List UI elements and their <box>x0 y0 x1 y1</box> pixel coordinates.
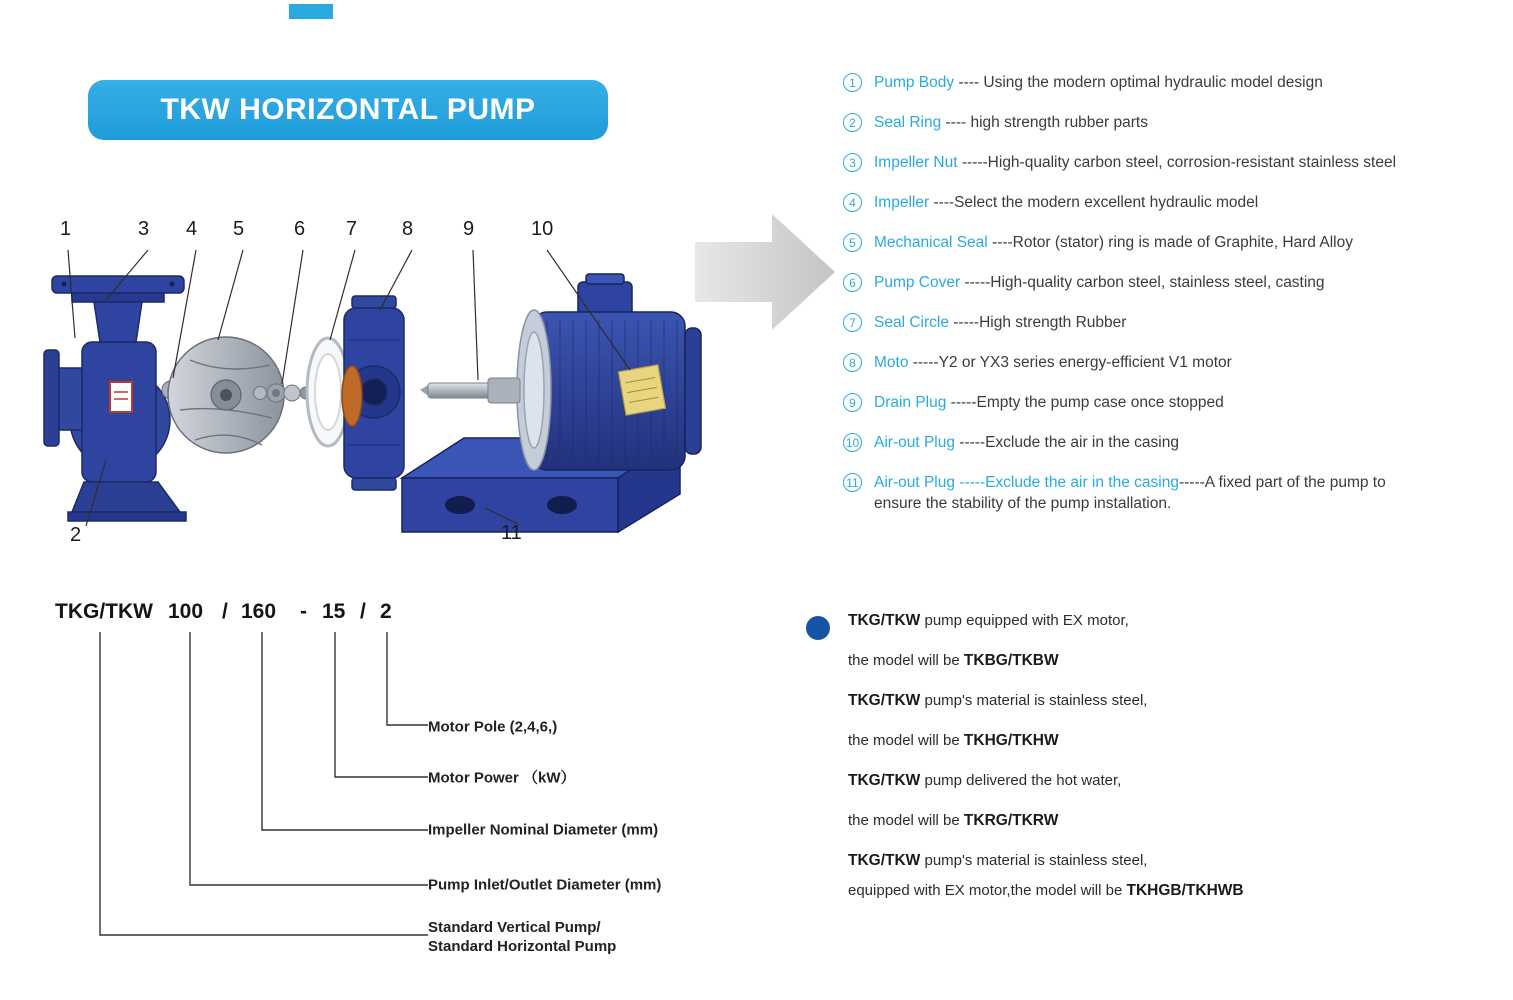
part-description: -----High strength Rubber <box>948 314 1127 331</box>
model-code-impeller: 160 <box>241 600 277 623</box>
motor-part <box>517 274 701 470</box>
part-name: Drain Plug <box>874 394 947 411</box>
label-motor-pole: Motor Pole (2,4,6,) <box>428 718 558 736</box>
part-description-line2: ensure the stability of the pump installation. <box>874 495 1172 512</box>
part-description: -----High-quality carbon steel, corrosion-resistant stainless steel <box>957 154 1397 171</box>
part-name: Pump Cover <box>874 274 961 291</box>
label-inlet-outlet: Pump Inlet/Outlet Diameter (mm) <box>428 876 662 894</box>
label-impeller-diameter: Impeller Nominal Diameter (mm) <box>428 821 659 839</box>
part-item-8 <box>843 352 1508 373</box>
part-item-6 <box>843 272 1508 293</box>
part-number-badge: 10 <box>843 433 862 452</box>
callout-number-5: 5 <box>233 218 245 240</box>
part-number-badge: 8 <box>843 353 862 372</box>
callout-number-10: 10 <box>531 218 554 240</box>
part-number-badge: 7 <box>843 313 862 332</box>
part-number-badge: 1 <box>843 73 862 92</box>
notes-bullet-icon <box>806 616 830 640</box>
callout-number-7: 7 <box>346 218 358 240</box>
part-number-badge: 5 <box>843 233 862 252</box>
part-item-10 <box>843 432 1508 453</box>
part-name: Seal Ring <box>874 114 942 131</box>
exploded-pump-diagram <box>30 200 790 580</box>
part-number-badge: 4 <box>843 193 862 212</box>
pump-body-part <box>44 276 186 521</box>
model-code-inlet: 100 <box>168 600 204 623</box>
note-line: the model will be TKHG/TKHW <box>848 732 1059 749</box>
part-name: Mechanical Seal <box>874 234 988 251</box>
part-description: -----Empty the pump case once stopped <box>946 394 1224 411</box>
part-number-badge: 11 <box>843 473 862 492</box>
part-number-badge: 2 <box>843 113 862 132</box>
part-description: ---- high strength rubber parts <box>941 114 1148 131</box>
model-variant-notes <box>848 612 1488 922</box>
model-code-slash2: / <box>360 600 366 623</box>
pump-cover-part <box>342 296 404 490</box>
part-name: Moto <box>874 354 909 371</box>
label-standard-pump: Standard Vertical Pump/ Standard Horizontal Pump <box>428 919 617 955</box>
page-title: TKW HORIZONTAL PUMP <box>160 93 536 126</box>
note-line: TKG/TKW pump's material is stainless steel, <box>848 852 1148 869</box>
part-description: ----Rotor (stator) ring is made of Graphite, Hard Alloy <box>987 234 1353 251</box>
part-name: Air-out Plug <box>874 474 955 491</box>
part-item-7 <box>843 312 1508 333</box>
model-code-dash: - <box>300 600 307 623</box>
part-item-9 <box>843 392 1508 413</box>
part-description: ---- Using the modern optimal hydraulic model design <box>954 74 1323 91</box>
shaft-part <box>420 378 520 403</box>
part-item-2 <box>843 112 1508 133</box>
note-line: the model will be TKRG/TKRW <box>848 812 1059 829</box>
callout-number-11: 11 <box>501 522 522 544</box>
part-name: Impeller <box>874 194 930 211</box>
model-code-pole: 2 <box>380 600 392 623</box>
callout-number-4: 4 <box>186 218 198 240</box>
model-code-connector-lines <box>50 632 440 952</box>
part-description: -----Exclude the air in the casing <box>954 434 1179 451</box>
mechanical-seal-parts <box>254 384 313 402</box>
part-description: ----Select the modern excellent hydraulic model <box>929 194 1259 211</box>
part-name: Impeller Nut <box>874 154 958 171</box>
model-code-family: TKG/TKW <box>55 600 153 623</box>
right-arrow-graphic <box>690 206 840 341</box>
model-code-power: 15 <box>322 600 346 623</box>
part-description: -----Y2 or YX3 series energy-efficient V1 motor <box>908 354 1232 371</box>
callout-number-3: 3 <box>138 218 150 240</box>
part-item-4 <box>843 192 1508 213</box>
label-motor-power: Motor Power （kW） <box>428 769 576 787</box>
part-item-1 <box>843 72 1508 93</box>
part-item-5 <box>843 232 1508 253</box>
part-name: Seal Circle <box>874 314 949 331</box>
part-item-11 <box>843 472 1508 514</box>
note-line: equipped with EX motor,the model will be TKHGB/TKHWB <box>848 882 1244 899</box>
callout-number-6: 6 <box>294 218 306 240</box>
callout-number-8: 8 <box>402 218 414 240</box>
note-line: the model will be TKBG/TKBW <box>848 652 1059 669</box>
callout-number-1: 1 <box>60 218 72 240</box>
note-line: TKG/TKW pump equipped with EX motor, <box>848 612 1129 629</box>
part-number-badge: 6 <box>843 273 862 292</box>
part-desc-highlight: -----Exclude the air in the casing <box>954 474 1179 491</box>
note-line: TKG/TKW pump delivered the hot water, <box>848 772 1122 789</box>
part-item-3 <box>843 152 1508 173</box>
callout-number-9: 9 <box>463 218 475 240</box>
part-description: -----High-quality carbon steel, stainless steel, casting <box>960 274 1325 291</box>
part-name: Air-out Plug <box>874 434 955 451</box>
model-code-slash1: / <box>222 600 228 623</box>
part-number-badge: 9 <box>843 393 862 412</box>
part-name: Pump Body <box>874 74 955 91</box>
parts-legend <box>843 72 1508 533</box>
header-banner <box>88 80 608 140</box>
note-line: TKG/TKW pump's material is stainless steel, <box>848 692 1148 709</box>
callout-number-2: 2 <box>70 524 82 546</box>
part-number-badge: 3 <box>843 153 862 172</box>
top-accent-bar <box>289 4 333 19</box>
part-description: -----A fixed part of the pump to <box>1178 474 1386 491</box>
